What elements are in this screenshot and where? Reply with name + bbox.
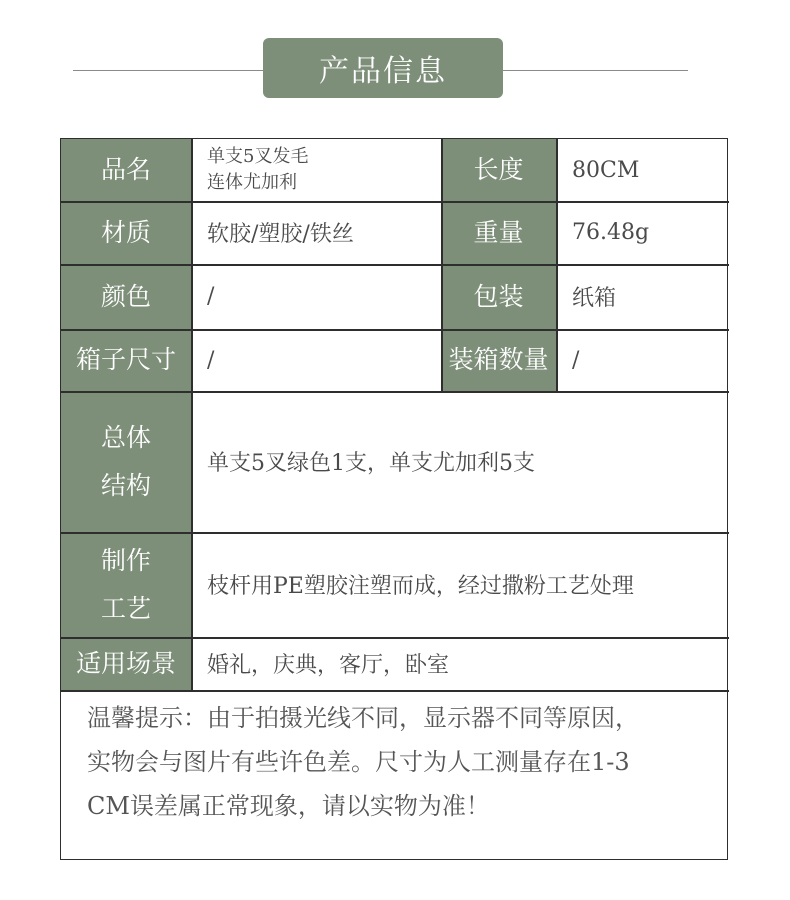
- row-divider: [61, 264, 729, 266]
- label-length: 长度: [441, 139, 556, 201]
- label-product-name: 品名: [61, 139, 191, 201]
- label-usage: 适用场景: [61, 637, 191, 690]
- value-color: /: [207, 284, 215, 309]
- value-product-name-line-1: 单支5叉发毛: [207, 146, 309, 167]
- value-usage: 婚礼，庆典，客厅，卧室: [207, 653, 450, 678]
- row-divider: [61, 201, 729, 203]
- label-box-quantity: 装箱数量: [441, 329, 556, 391]
- disclaimer-line-1: 温馨提示：由于拍摄光线不同，显示器不同等原因，: [87, 704, 639, 732]
- value-product-name: [191, 139, 441, 201]
- label-craft-line-1: 制作: [100, 545, 151, 575]
- product-info-table: [60, 138, 728, 860]
- label-color: 颜色: [61, 264, 191, 329]
- column-divider: [556, 139, 558, 391]
- value-packaging: 纸箱: [572, 286, 617, 311]
- section-title: 产品信息: [263, 38, 503, 98]
- value-product-name-line-2: 连体尤加利: [207, 172, 297, 193]
- column-divider: [191, 139, 193, 690]
- value-length: 80CM: [572, 157, 640, 183]
- label-structure-line-1: 总体: [100, 422, 151, 452]
- row-divider: [61, 329, 729, 331]
- label-craft: [61, 532, 191, 637]
- value-structure: 单支5叉绿色1支，单支尤加利5支: [207, 451, 535, 476]
- disclaimer-note: [87, 696, 717, 828]
- row-divider: [61, 391, 729, 393]
- label-craft-line-2: 工艺: [100, 593, 151, 623]
- column-divider: [441, 139, 443, 391]
- disclaimer-line-3: CM误差属正常现象，请以实物为准！: [87, 792, 490, 820]
- label-weight: 重量: [441, 201, 556, 264]
- value-box-quantity: /: [572, 347, 580, 373]
- label-material: 材质: [61, 201, 191, 264]
- label-box-size: 箱子尺寸: [61, 329, 191, 391]
- header-divider-left: [73, 70, 265, 71]
- disclaimer-line-2: 实物会与图片有些许色差。尺寸为人工测量存在1-3: [87, 748, 630, 776]
- value-craft: 枝杆用PE塑胶注塑而成，经过撒粉工艺处理: [207, 574, 634, 599]
- label-structure: [61, 391, 191, 532]
- label-structure-line-2: 结构: [100, 470, 151, 500]
- row-divider: [61, 690, 729, 692]
- label-packaging: 包装: [441, 264, 556, 329]
- row-divider: [61, 532, 729, 534]
- row-divider: [61, 637, 729, 639]
- value-material: 软胶/塑胶/铁丝: [207, 222, 354, 247]
- header-divider-right: [502, 70, 688, 71]
- value-box-size: /: [207, 347, 215, 373]
- value-weight: 76.48g: [572, 220, 650, 245]
